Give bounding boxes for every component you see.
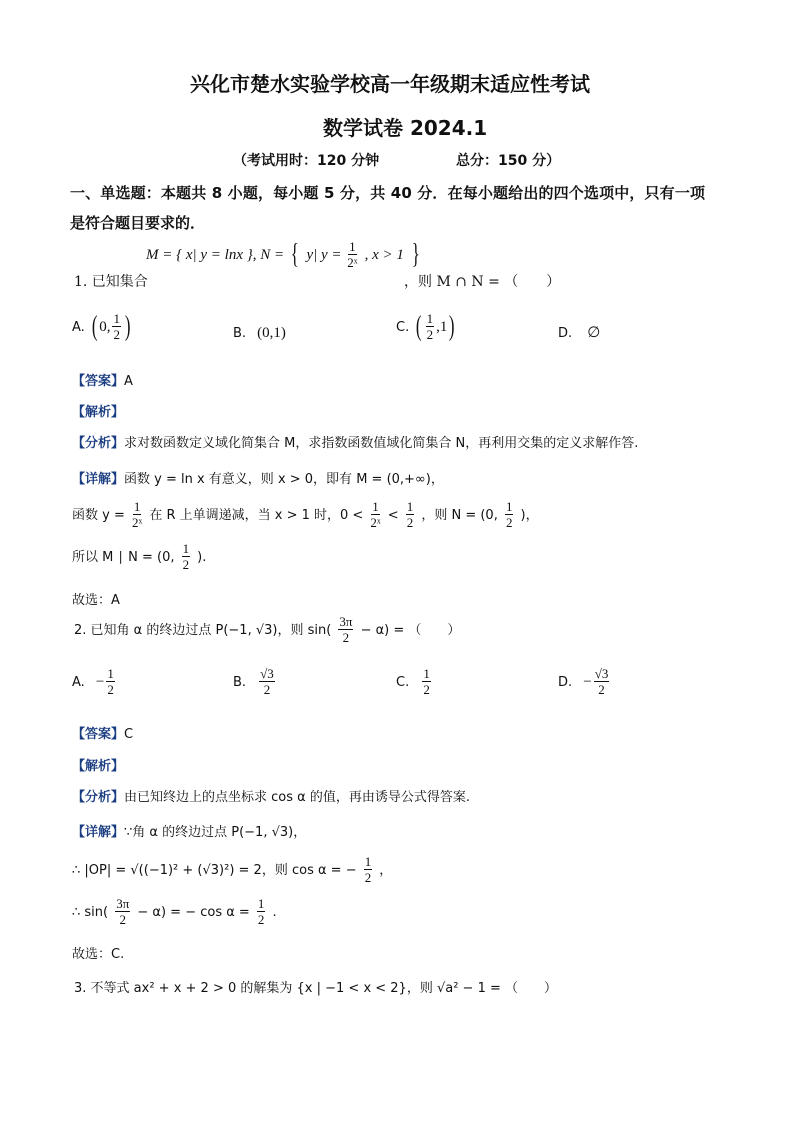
q1-detail2-b: 在 R 上单调递减，当 x > 1 时，0 <: [149, 508, 364, 523]
paren-left: (: [91, 310, 98, 342]
q1-frac-den: 2ˣ: [347, 255, 358, 270]
q1-option-d-text: ∅: [587, 325, 601, 341]
q1-option-b-text: (0,1): [257, 325, 286, 341]
q2-answer: [72, 723, 133, 742]
section-heading-cont: 是符合题目要求的．: [70, 214, 206, 232]
q1-conclusion: 故选：A: [72, 593, 120, 608]
q1-detail2-c: <: [387, 508, 399, 523]
q1-set-definition: [146, 240, 422, 269]
q1-detail3-b: ).: [197, 550, 207, 565]
q1-detail-line3: [72, 542, 206, 571]
q1-fenxi-text: 求对数函数定义域化简集合 M，求指数函数值域化简集合 N，再利用交集的定义求解作答.: [124, 436, 639, 451]
q2-detail3-frac1: [115, 897, 130, 926]
section-heading: 一、单选题：本题共 8 小题，每小题 5 分，共 40 分．在每小题给出的四个选项中，只有一项: [70, 184, 706, 202]
paren-right: ): [449, 310, 455, 342]
q2-stem-b: − α) = （ ）: [360, 623, 461, 638]
paren-left: (: [416, 310, 422, 342]
q2-fenxi-text: 由已知终边上的点坐标求 cos α 的值，再由诱导公式得答案.: [124, 790, 470, 805]
frac-num: 1: [257, 896, 265, 911]
q1-option-a: [72, 312, 132, 341]
q2-detail2-fraction: [364, 855, 373, 884]
frac-den: 2: [598, 682, 605, 697]
frac-den: 2: [364, 870, 372, 885]
q1-detail-line2: [72, 500, 539, 529]
frac-den: 2: [263, 682, 271, 697]
q1-option-c-label: C.: [396, 320, 410, 335]
analysis-label: 【解析】: [72, 759, 125, 774]
frac-den: 2: [505, 515, 513, 530]
q2-option-c-label: C.: [396, 675, 410, 690]
q2-option-c: [396, 667, 433, 696]
fenxi-label: 【分析】: [72, 790, 125, 805]
q1-set-n-pre: y| y =: [306, 247, 346, 263]
q2-option-a-label: A.: [72, 675, 85, 690]
frac-num: 1: [505, 499, 513, 514]
q1-option-c-fraction: [426, 312, 435, 341]
frac-num: 3π: [116, 896, 130, 911]
q1-answer: [72, 370, 133, 389]
answer-label: 【答案】: [72, 727, 125, 742]
paren-right: ): [124, 310, 131, 342]
q1-detail2-frac4: [505, 500, 514, 529]
detail-label: 【详解】: [72, 472, 125, 487]
exam-title: 兴化市楚水实验学校高一年级期末适应性考试: [190, 72, 590, 96]
q1-frac-num: 1: [349, 239, 356, 254]
q1-set-n-post: , x > 1: [364, 247, 404, 263]
brace-right: }: [411, 238, 420, 270]
q2-detail3-b: − α) = − cos α =: [137, 905, 250, 920]
q2-option-c-fraction: [422, 667, 431, 696]
detail-label: 【详解】: [72, 825, 125, 840]
q1-detail1-text: 函数 y = ln x 有意义，则 x > 0，即有 M = (0,+∞)，: [124, 472, 444, 487]
frac-num: 1: [364, 854, 372, 869]
q1-analysis: [72, 401, 124, 420]
q1-option-a-text: 0,: [99, 319, 111, 335]
q1-detail2-e: )，: [520, 508, 539, 523]
frac-den: 2ˣ: [131, 515, 143, 530]
answer-label: 【答案】: [72, 374, 125, 389]
q2-stem-a: 2. 已知角 α 的终边过点 P(−1, √3)，则 sin(: [74, 623, 332, 638]
q2-option-a-sign: −: [95, 674, 105, 690]
frac-den: 2ˣ: [370, 515, 381, 530]
q1-option-c: [396, 312, 457, 341]
frac-num: 1: [107, 666, 114, 681]
q1-option-a-fraction: [112, 312, 121, 341]
q2-analysis: [72, 755, 124, 774]
analysis-label: 【解析】: [72, 405, 125, 420]
frac-den: 2: [426, 327, 434, 342]
q2-fenxi: [72, 786, 470, 805]
q2-option-a-fraction: [106, 667, 115, 696]
exam-time: （考试用时：120 分钟: [233, 153, 380, 169]
q2-option-b-label: B.: [233, 675, 247, 690]
frac-den: 2: [182, 557, 190, 572]
q2-option-d-label: D.: [558, 675, 573, 690]
q2-option-b: [233, 667, 277, 696]
frac-den: 2: [113, 327, 120, 342]
q1-option-b-label: B.: [233, 326, 247, 341]
q1-set-m: M = { x| y = lnx }, N =: [146, 247, 288, 263]
q1-set-n-fraction: [347, 240, 357, 269]
q1-option-d: [558, 322, 600, 342]
q1-option-a-label: A.: [72, 320, 85, 335]
q1-option-b: [233, 322, 286, 342]
q2-detail2-a: ∴ |OP| = √((−1)² + (√3)²) = 2，则 cos α = −: [72, 863, 357, 878]
frac-num: 1: [113, 311, 120, 326]
frac-num: √3: [594, 666, 609, 681]
q1-detail3-frac: [182, 542, 191, 571]
q2-detail-line3: [72, 897, 277, 926]
q2-detail-line2: [72, 855, 392, 884]
q2-option-d-sign: −: [583, 674, 592, 690]
q1-detail2-a: 函数 y =: [72, 508, 125, 523]
frac-num: 1: [426, 311, 434, 326]
q1-option-c-text: ,1: [436, 319, 448, 335]
q1-answer-value: A: [124, 374, 133, 389]
q1-suffix: ，则 M ∩ N = （ ）: [404, 274, 561, 290]
q1-detail3-a: 所以 M ∣ N = (0,: [72, 550, 175, 565]
q2-conclusion: 故选：C.: [72, 947, 125, 962]
frac-den: 2: [107, 682, 114, 697]
q2-detail3-frac2: [257, 897, 266, 926]
q1-prefix: 1. 已知集合: [74, 274, 148, 290]
q2-detail3-c: .: [272, 905, 277, 920]
q2-stem-fraction: [338, 615, 353, 644]
q1-detail2-frac1: [132, 500, 142, 529]
q2-answer-value: C: [124, 727, 134, 742]
frac-num: 3π: [339, 614, 353, 629]
q1-fenxi: [72, 432, 638, 451]
frac-num: 1: [423, 666, 430, 681]
exam-total-score: 总分：150 分）: [456, 153, 561, 169]
q2-option-a: [72, 667, 117, 696]
q2-option-b-fraction: [259, 667, 275, 696]
frac-num: 1: [133, 499, 141, 514]
q1-detail2-frac2: [370, 500, 380, 529]
q2-detail-line1: [72, 821, 306, 840]
q2-detail1-text: ∵角 α 的终边过点 P(−1, √3)，: [124, 825, 307, 840]
frac-num: 1: [182, 541, 190, 556]
q1-detail2-frac3: [406, 500, 415, 529]
q2-option-d: [558, 667, 611, 696]
frac-num: 1: [406, 499, 414, 514]
q2-detail2-b: ，: [379, 863, 393, 878]
q3-stem: 3. 不等式 ax² + x + 2 > 0 的解集为 {x | −1 < x < 2}，则 √a² − 1 = （ ）: [74, 981, 558, 996]
frac-den: 2: [257, 912, 265, 927]
q1-detail-line1: [72, 468, 444, 487]
brace-left: {: [290, 238, 299, 270]
frac-num: 1: [372, 499, 379, 514]
frac-den: 2: [423, 682, 430, 697]
frac-den: 2: [342, 630, 350, 645]
frac-den: 2: [406, 515, 414, 530]
q2-detail3-a: ∴ sin(: [72, 905, 109, 920]
exam-subtitle: 数学试卷 2024.1: [323, 116, 488, 140]
frac-num: √3: [260, 666, 274, 681]
q2-stem: [74, 615, 460, 644]
frac-den: 2: [119, 912, 126, 927]
fenxi-label: 【分析】: [72, 436, 125, 451]
q1-detail2-d: ，则 N = (0,: [421, 508, 498, 523]
q2-option-d-fraction: [594, 667, 610, 696]
q1-option-d-label: D.: [558, 326, 573, 341]
